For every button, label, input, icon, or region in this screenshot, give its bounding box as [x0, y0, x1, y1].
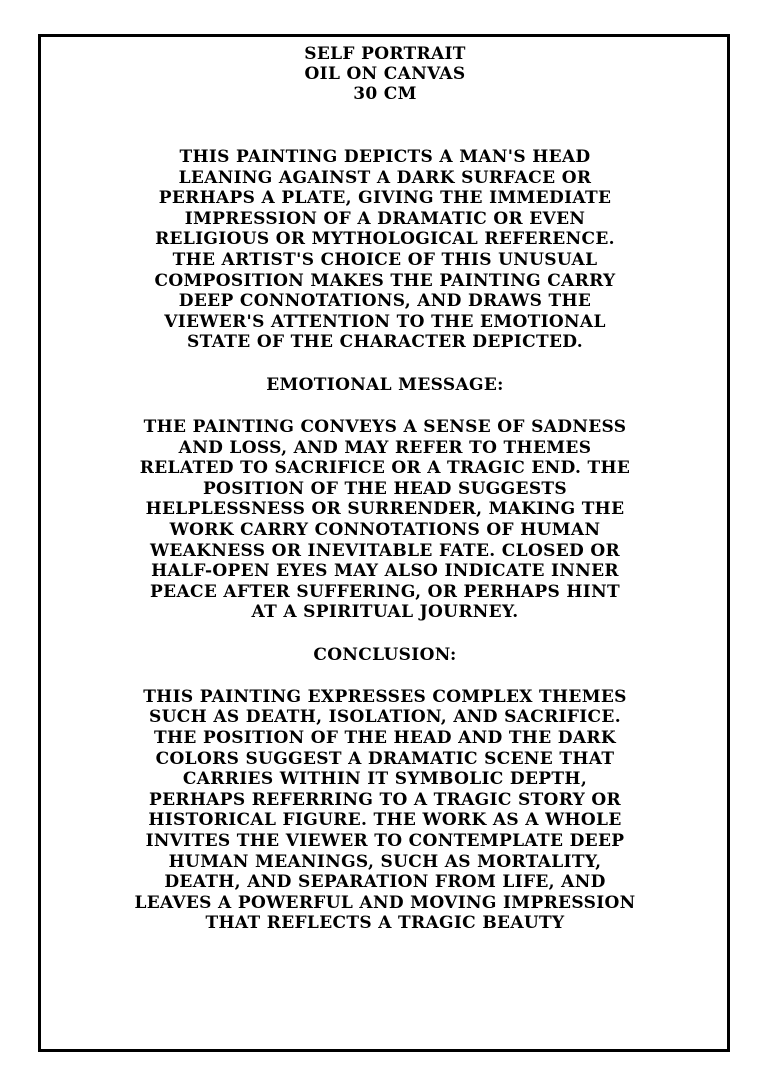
conclusion-heading: CONCLUSION:: [313, 644, 457, 665]
conclusion-paragraph: [65, 687, 705, 934]
text-line: HELPLESSNESS OR SURRENDER, MAKING THE: [145, 499, 625, 520]
text-line: WORK CARRY CONNOTATIONS OF HUMAN: [169, 519, 601, 540]
text-line: THAT REFLECTS A TRAGIC BEAUTY: [205, 913, 565, 934]
text-line: HALF-OPEN EYES MAY ALSO INDICATE INNER: [151, 561, 619, 582]
document-body: [0, 44, 770, 934]
text-line: THE POSITION OF THE HEAD AND THE DARK: [154, 728, 616, 749]
text-line: STATE OF THE CHARACTER DEPICTED.: [187, 332, 583, 353]
text-line: INVITES THE VIEWER TO CONTEMPLATE DEEP: [145, 831, 625, 852]
text-line: PERHAPS REFERRING TO A TRAGIC STORY OR: [148, 789, 622, 810]
text-line: RELIGIOUS OR MYTHOLOGICAL REFERENCE.: [155, 229, 615, 250]
artwork-header: [0, 44, 770, 104]
text-line: THIS PAINTING DEPICTS A MAN'S HEAD: [179, 147, 591, 167]
text-line: HUMAN MEANINGS, SUCH AS MORTALITY,: [168, 851, 602, 872]
artwork-medium: OIL ON CANVAS: [304, 64, 466, 84]
text-line: CARRIES WITHIN IT SYMBOLIC DEPTH,: [182, 769, 588, 790]
text-line: IMPRESSION OF A DRAMATIC OR EVEN: [184, 208, 586, 229]
text-line: COLORS SUGGEST A DRAMATIC SCENE THAT: [155, 748, 615, 769]
text-line: THE ARTIST'S CHOICE OF THIS UNUSUAL: [172, 249, 598, 270]
artwork-title: SELF PORTRAIT: [304, 44, 466, 64]
text-line: AT A SPIRITUAL JOURNEY.: [251, 602, 519, 623]
text-line: LEANING AGAINST A DARK SURFACE OR: [178, 167, 592, 188]
text-line: COMPOSITION MAKES THE PAINTING CARRY: [154, 270, 616, 291]
text-line: THE PAINTING CONVEYS A SENSE OF SADNESS: [143, 416, 627, 437]
text-line: RELATED TO SACRIFICE OR A TRAGIC END. THE: [139, 458, 631, 479]
text-line: PEACE AFTER SUFFERING, OR PERHAPS HINT: [150, 581, 620, 602]
text-line: VIEWER'S ATTENTION TO THE EMOTIONAL: [164, 311, 606, 332]
description-paragraph: [65, 147, 705, 353]
emotional-message-paragraph: [65, 417, 705, 623]
text-line: SUCH AS DEATH, ISOLATION, AND SACRIFICE.: [149, 707, 621, 728]
text-line: PERHAPS A PLATE, GIVING THE IMMEDIATE: [158, 188, 612, 209]
text-line: LEAVES A POWERFUL AND MOVING IMPRESSION: [134, 892, 636, 913]
text-line: THIS PAINTING EXPRESSES COMPLEX THEMES: [143, 686, 627, 707]
text-line: DEEP CONNOTATIONS, AND DRAWS THE: [178, 291, 592, 312]
emotional-message-heading: EMOTIONAL MESSAGE:: [266, 374, 504, 395]
artwork-size: 30 CM: [353, 84, 417, 104]
text-line: AND LOSS, AND MAY REFER TO THEMES: [178, 437, 592, 458]
text-line: DEATH, AND SEPARATION FROM LIFE, AND: [164, 872, 606, 893]
text-line: HISTORICAL FIGURE. THE WORK AS A WHOLE: [148, 810, 622, 831]
text-line: POSITION OF THE HEAD SUGGESTS: [202, 478, 568, 499]
text-line: WEAKNESS OR INEVITABLE FATE. CLOSED OR: [150, 540, 620, 561]
